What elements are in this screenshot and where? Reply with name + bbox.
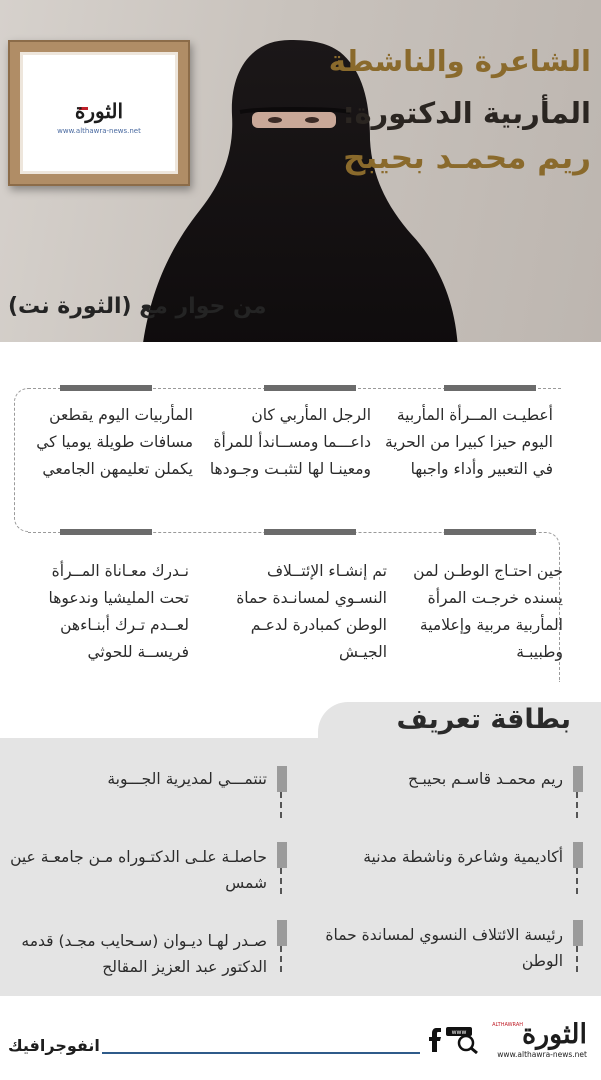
statement-item: أعطيـت المــرأة المأربية اليوم حيزا كبيرا من الحرية في التعبير وأداء واجبها [384,406,553,478]
info-marker-dash [576,946,578,972]
title-line-3: ريم محمـد بحيبح [343,140,591,176]
info-marker [277,766,287,792]
brand-logo [497,1020,587,1059]
info-marker [277,842,287,868]
social-icons [426,1024,490,1054]
info-marker [573,920,583,946]
info-item: ريم محمـد قاسـم بحيبـح [407,770,563,788]
statement-item: المأربيات اليوم يقطعن مسافات طويلة يوميا كي يكملن تعليمهن الجامعي [36,406,193,478]
info-item: صـدر لهـا ديـوان (سـحايب مجـد) قدمه الدكتور عبد العزيز المقالح [21,932,267,976]
statement-item: حين احتـاج الوطـن لمن يسنده خرجـت المرأة المأربية مربية وإعلامية وطبيبـة [413,562,563,661]
title-line-2: المأربية الدكتورة: [342,96,591,130]
info-marker [573,766,583,792]
info-marker-dash [280,868,282,894]
statement-bar [444,385,536,391]
info-marker-dash [576,868,578,894]
statement-bar [264,385,356,391]
info-marker-dash [280,792,282,818]
info-item: أكاديمية وشاعرة وناشطة مدنية [363,848,563,866]
statement-item: الرجل المأربي كان داعـــما ومســاندأ للمرأة ومعينـا لها لتثبـت وجـودها [209,406,371,478]
footer-rule [102,1052,420,1054]
frame-logo-url: www.althawra-news.net [57,127,141,135]
card-title: بطاقة تعريف [396,704,571,735]
interview-caption: من حوار مع (الثورة نت) [8,294,267,319]
brand-tag: ALTHAWRAH [492,1022,523,1028]
infographic-label: انفوجرافيك [8,1036,100,1055]
hero-banner [0,0,601,342]
info-marker-dash [280,946,282,972]
title-line-1: الشاعرة والناشطة [328,44,591,78]
statement-bar [60,529,152,535]
facebook-icon [429,1028,441,1052]
info-item: تنتمـــي لمديرية الجـــوبة [107,770,267,788]
info-marker-dash [576,792,578,818]
frame-logo-text: الثورة [74,99,124,123]
info-item: رئيسة الائتلاف النسوي لمساندة حماة الوطن [325,926,563,970]
info-marker [573,842,583,868]
brand-url: www.althawra-news.net [497,1050,587,1059]
statement-item: تم إنشـاء الإئتــلاف النسـوي لمسانـدة حماة الوطن كمبادرة لدعـم الجيـش [236,562,387,661]
statement-bar [444,529,536,535]
statement-bar [264,529,356,535]
statement-item: نـدرك معـاناة المــرأة تحت المليشيا وندعوها لعــدم تـرك أبنـاءهن فريســة للحوثي [48,562,189,661]
info-marker [277,920,287,946]
info-item: حاصلـة علـى الدكتـوراه مـن جامعـة عين شمس [10,848,267,892]
social-web-label: www [451,1029,467,1036]
brand-name: الثورة [521,1019,587,1050]
statement-bar [60,385,152,391]
statements-section [0,342,601,702]
